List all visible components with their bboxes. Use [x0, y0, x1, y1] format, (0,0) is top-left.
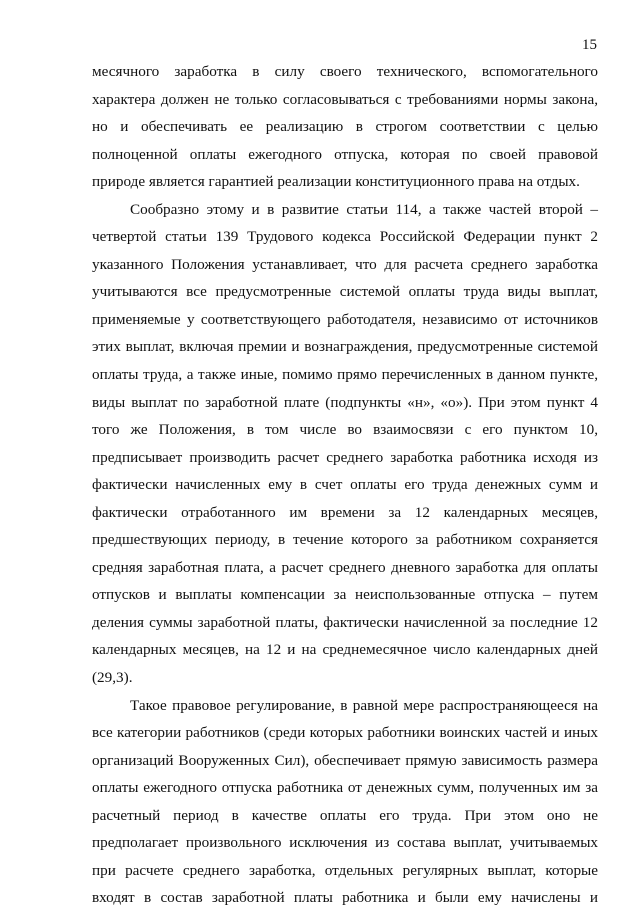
text-line: Сообразно этому и в развитие статьи 114, а также частей второй –: [130, 200, 598, 218]
text-line: при расчете среднего заработка, отдельных регулярных выплат, которые: [92, 861, 598, 879]
text-line: месячного заработка в силу своего технического, вспомогательного: [92, 63, 598, 80]
text-line: оплаты труда, а также иные, помимо прямо перечисленных в данном пункте,: [92, 366, 598, 384]
text-line: предписывает производить расчет среднего заработка работника исходя из: [92, 448, 598, 466]
text-line: характера должен не только согласовываться с требованиями нормы закона,: [92, 90, 598, 108]
text-line: календарных месяцев, на 12 и на среднемесячное число календарных дней: [92, 641, 598, 659]
text-line: фактически отработанного им времени за 12 календарных месяцев,: [92, 503, 598, 521]
text-line: организаций Вооруженных Сил), обеспечивает прямую зависимость размера: [92, 751, 598, 769]
text-line: деления суммы заработной платы, фактически начисленной за последние 12: [92, 613, 598, 631]
text-line: отпусков и выплаты компенсации за неиспользованные отпуска – путем: [92, 586, 598, 604]
text-line: полноценной оплаты ежегодного отпуска, которая по своей правовой: [92, 145, 598, 163]
text-line: но и обеспечивать ее реализацию в строгом соответствии с целью: [92, 118, 598, 136]
document-body: [92, 58, 598, 912]
paragraph: [92, 196, 598, 692]
text-line: этих выплат, включая премии и вознаграждения, предусмотренные системой: [92, 338, 598, 356]
text-line: применяемые у соответствующего работодателя, независимо от источников: [92, 310, 598, 328]
text-line: (29,3).: [92, 669, 133, 687]
paragraph: [92, 58, 598, 196]
text-line: того же Положения, в том числе во взаимосвязи с его пунктом 10,: [92, 421, 598, 439]
paragraph: [92, 692, 598, 912]
text-line: оплаты ежегодного отпуска работника от денежных сумм, полученных им за: [92, 779, 598, 797]
text-line: учитываются все предусмотренные системой оплаты труда виды выплат,: [92, 283, 598, 301]
text-line: виды выплат по заработной плате (подпункты «н», «о»). При этом пункт 4: [92, 393, 598, 411]
text-line: предшествующих периоду, в течение которого за работником сохраняется: [92, 531, 598, 549]
text-line: все категории работников (среди которых работники воинских частей и иных: [92, 724, 598, 742]
text-line: Такое правовое регулирование, в равной мере распространяющееся на: [130, 696, 598, 714]
page-number: 15: [582, 37, 597, 53]
text-line: фактически начисленных ему в счет оплаты его труда денежных сумм и: [92, 476, 598, 494]
text-line: входят в состав заработной платы работника и были ему начислены и: [92, 889, 598, 907]
text-line: указанного Положения устанавливает, что для расчета среднего заработка: [92, 255, 598, 273]
text-line: расчетный период в качестве оплаты его труда. При этом оно не: [92, 806, 598, 824]
text-line: природе является гарантией реализации конституционного права на отдых.: [92, 173, 580, 191]
text-line: средняя заработная плата, а расчет среднего дневного заработка для оплаты: [92, 558, 598, 576]
text-line: предполагает произвольного исключения из состава выплат, учитываемых: [92, 834, 598, 852]
text-line: четвертой статьи 139 Трудового кодекса Российской Федерации пункт 2: [92, 228, 598, 246]
